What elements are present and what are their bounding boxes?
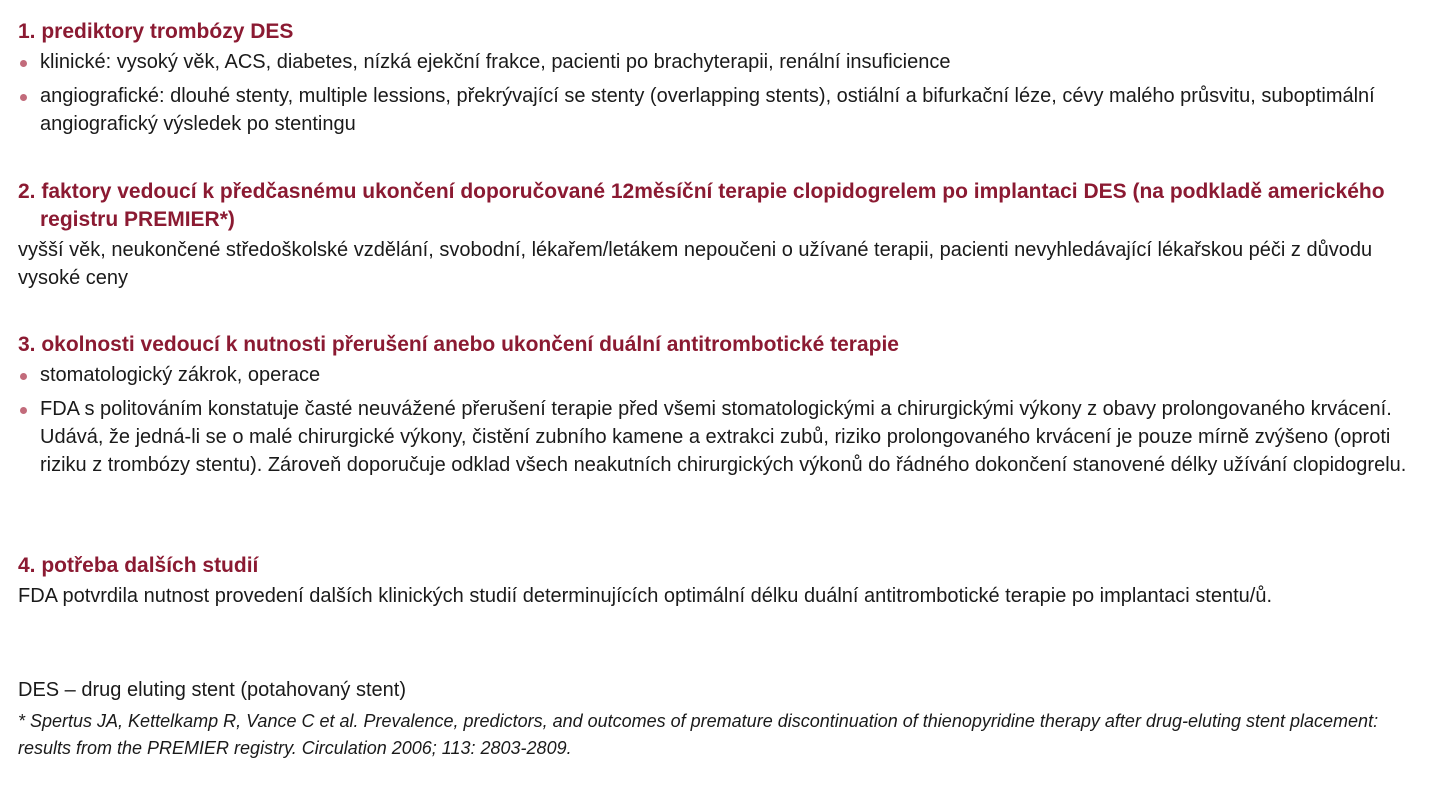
section-interruption-circumstances [18,331,1418,485]
bullet-list [18,361,1418,479]
bullet-icon [20,60,27,67]
list-item-text: stomatologický zákrok, operace [40,364,321,386]
reference-citation: * Spertus JA, Kettelkamp R, Vance C et al. Prevalence, predictors, and outcomes of premature discontinuation of thienopyridine therapy after drug-eluting stent placement: results from the PREMIER registry. Circulation 2006; 113: 2803-2809. [18,711,1379,758]
section-heading: 4. potřeba dalších studií [18,554,259,577]
list-item [18,82,1418,138]
section-heading: 2. faktory vedoucí k předčasnému ukončení doporučované 12měsíční terapie clopidogrelem po implantaci DES (na podkladě amerického registru PREMIER*) [18,180,1385,231]
bullet-icon [20,373,27,380]
list-item [18,48,1418,76]
section-heading: 1. prediktory trombózy DES [18,20,294,43]
bullet-list [18,48,1418,138]
abbreviation-note: DES – drug eluting stent (potahovaný stent) [18,679,407,701]
bullet-icon [20,407,27,414]
footnotes [18,676,1418,762]
list-item [18,395,1418,479]
list-item-text: angiografické: dlouhé stenty, multiple lessions, překrývající se stenty (overlapping stents), ostiální a bifurkační léze, cévy malého průsvitu, suboptimální angiografický výsledek po stentingu [40,85,1375,135]
section-premature-termination [18,178,1418,292]
bullet-icon [20,94,27,101]
section-predictors [18,18,1418,144]
list-item-text: FDA s politováním konstatuje časté neuvážené přerušení terapie před všemi stomatologickými a chirurgickými výkony z obavy prolongovaného krvácení. Udává, že jedná-li se o malé chirurgické výkony, čistění zubního kamene a extrakci zubů, riziko prolongovaného krvácení je pouze mírně zvýšeno (oproti riziku z trombózy stentu). Zároveň doporučuje odklad všech neakutních chirurgických výkonů do řádného dokončení stanovené délky užívání clopidogrelu. [40,398,1407,476]
list-item-text: klinické: vysoký věk, ACS, diabetes, nízká ejekční frakce, pacienti po brachyterapii, renální insuficience [40,51,951,73]
section-text: FDA potvrdila nutnost provedení dalších klinických studií determinujících optimální délku duální antitrombotické terapie po implantaci stentu/ů. [18,585,1272,607]
section-heading: 3. okolnosti vedoucí k nutnosti přerušení anebo ukončení duální antitrombotické terapie [18,333,899,356]
list-item [18,361,1418,389]
section-further-studies [18,552,1418,610]
section-text: vyšší věk, neukončené středoškolské vzdělání, svobodní, lékařem/letákem nepoučeni o užívané terapii, pacienti nevyhledávající lékařskou péči z důvodu vysoké ceny [18,239,1373,289]
